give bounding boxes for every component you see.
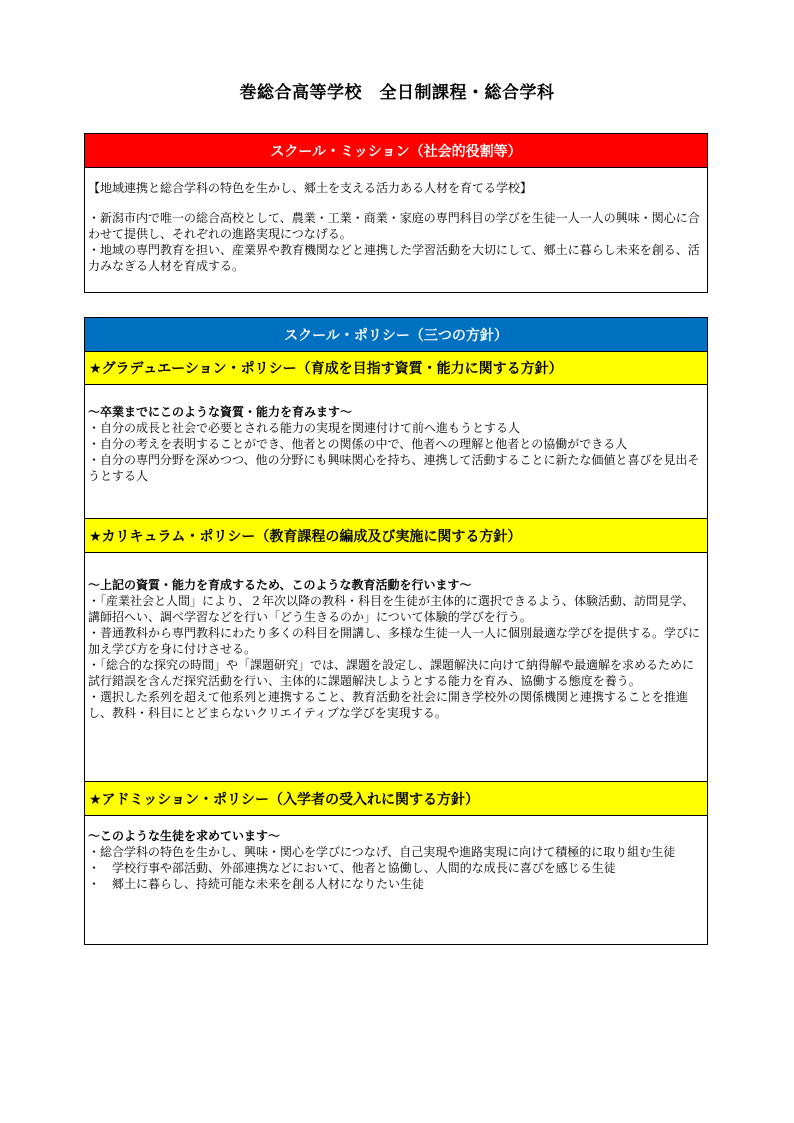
graduation-policy-body bbox=[85, 385, 707, 518]
policy-header: スクール・ポリシー（三つの方針） bbox=[85, 318, 707, 352]
curriculum-lead: ～上記の資質・能力を育成するため、このような教育活動を行います～ bbox=[88, 578, 472, 592]
mission-item: ・地域の専門教育を担い、産業界や教育機関などと連携した学習活動を大切にして、郷土に暮らし未来を創る、活力みなぎる人材を育成する。 bbox=[88, 243, 700, 273]
admission-policy-header: ★アドミッション・ポリシー（入学者の受入れに関する方針） bbox=[85, 781, 707, 816]
graduation-lead: ～卒業までにこのような資質・能力を育みます～ bbox=[88, 405, 353, 419]
mission-header: スクール・ミッション（社会的役割等） bbox=[85, 134, 707, 168]
graduation-item: ・自分の考えを表明することができ、他者との関係の中で、他者への理解と他者との協働ができる人 bbox=[88, 437, 628, 451]
mission-body bbox=[85, 168, 707, 274]
graduation-item: ・自分の成長と社会で必要とされる能力の実現を関連付けて前へ進もうとする人 bbox=[88, 421, 521, 435]
mission-item: ・新潟市内で唯一の総合高校として、農業・工業・商業・家庭の専門科目の学びを生徒一人一人の興味・関心に合わせて提供し、それぞれの進路実現につなげる。 bbox=[88, 211, 700, 241]
admission-item: ・総合学科の特色を生かし、興味・関心を学びにつなげ、自己実現や進路実現に向けて積極的に取り組む生徒 bbox=[88, 845, 676, 859]
curriculum-item: ・「総合的な探究の時間」や「課題研究」では、課題を設定し、課題解決に向けて納得解や最適解を求めるために試行錯誤を含んだ探究活動を行い、主体的に課題解決しようとする能力を育み、協働する態度を養う。 bbox=[88, 658, 695, 688]
curriculum-item: ・「産業社会と人間」により、２年次以降の教科・科目を生徒が主体的に選択できるよう、体験活動、訪問見学、講師招へい、調べ学習などを行い「どう生きるのか」について体験的学びを行う。 bbox=[88, 594, 695, 624]
admission-item: ・ 郷土に暮らし、持続可能な未来を創る人材になりたい生徒 bbox=[88, 877, 425, 891]
policy-section bbox=[84, 317, 708, 945]
curriculum-policy-header: ★カリキュラム・ポリシー（教育課程の編成及び実施に関する方針） bbox=[85, 518, 707, 553]
spacer bbox=[88, 196, 704, 210]
admission-lead: ～このような生徒を求めています～ bbox=[88, 829, 281, 843]
page-title: 巻総合高等学校 全日制課程・総合学科 bbox=[239, 83, 555, 103]
admission-policy-body bbox=[85, 816, 707, 892]
curriculum-item: ・選択した系列を超えて他系列と連携すること、教育活動を社会に開き学校外の関係機関と連携することを推進し、教科・科目にとどまらないクリエイティブな学びを実現する。 bbox=[88, 690, 689, 720]
graduation-item: ・自分の専門分野を深めつつ、他の分野にも興味関心を持ち、連携して活動することに新たな価値と喜びを見出そうとする人 bbox=[88, 453, 700, 483]
curriculum-policy-body bbox=[85, 553, 707, 781]
admission-item: ・ 学校行事や部活動、外部連携などにおいて、他者と協働し、人間的な成長に喜びを感じる生徒 bbox=[88, 861, 616, 875]
mission-section bbox=[84, 133, 708, 293]
mission-summary: 【地域連携と総合学科の特色を生かし、郷土を支える活力ある人材を育てる学校】 bbox=[88, 181, 533, 195]
graduation-policy-header: ★グラデュエーション・ポリシー（育成を目指す資質・能力に関する方針） bbox=[85, 352, 707, 385]
curriculum-item: ・普通教科から専門教科にわたり多くの科目を開講し、多様な生徒一人一人に個別最適な学びを提供する。学びに加え学び方を身に付けさせる。 bbox=[88, 626, 701, 656]
